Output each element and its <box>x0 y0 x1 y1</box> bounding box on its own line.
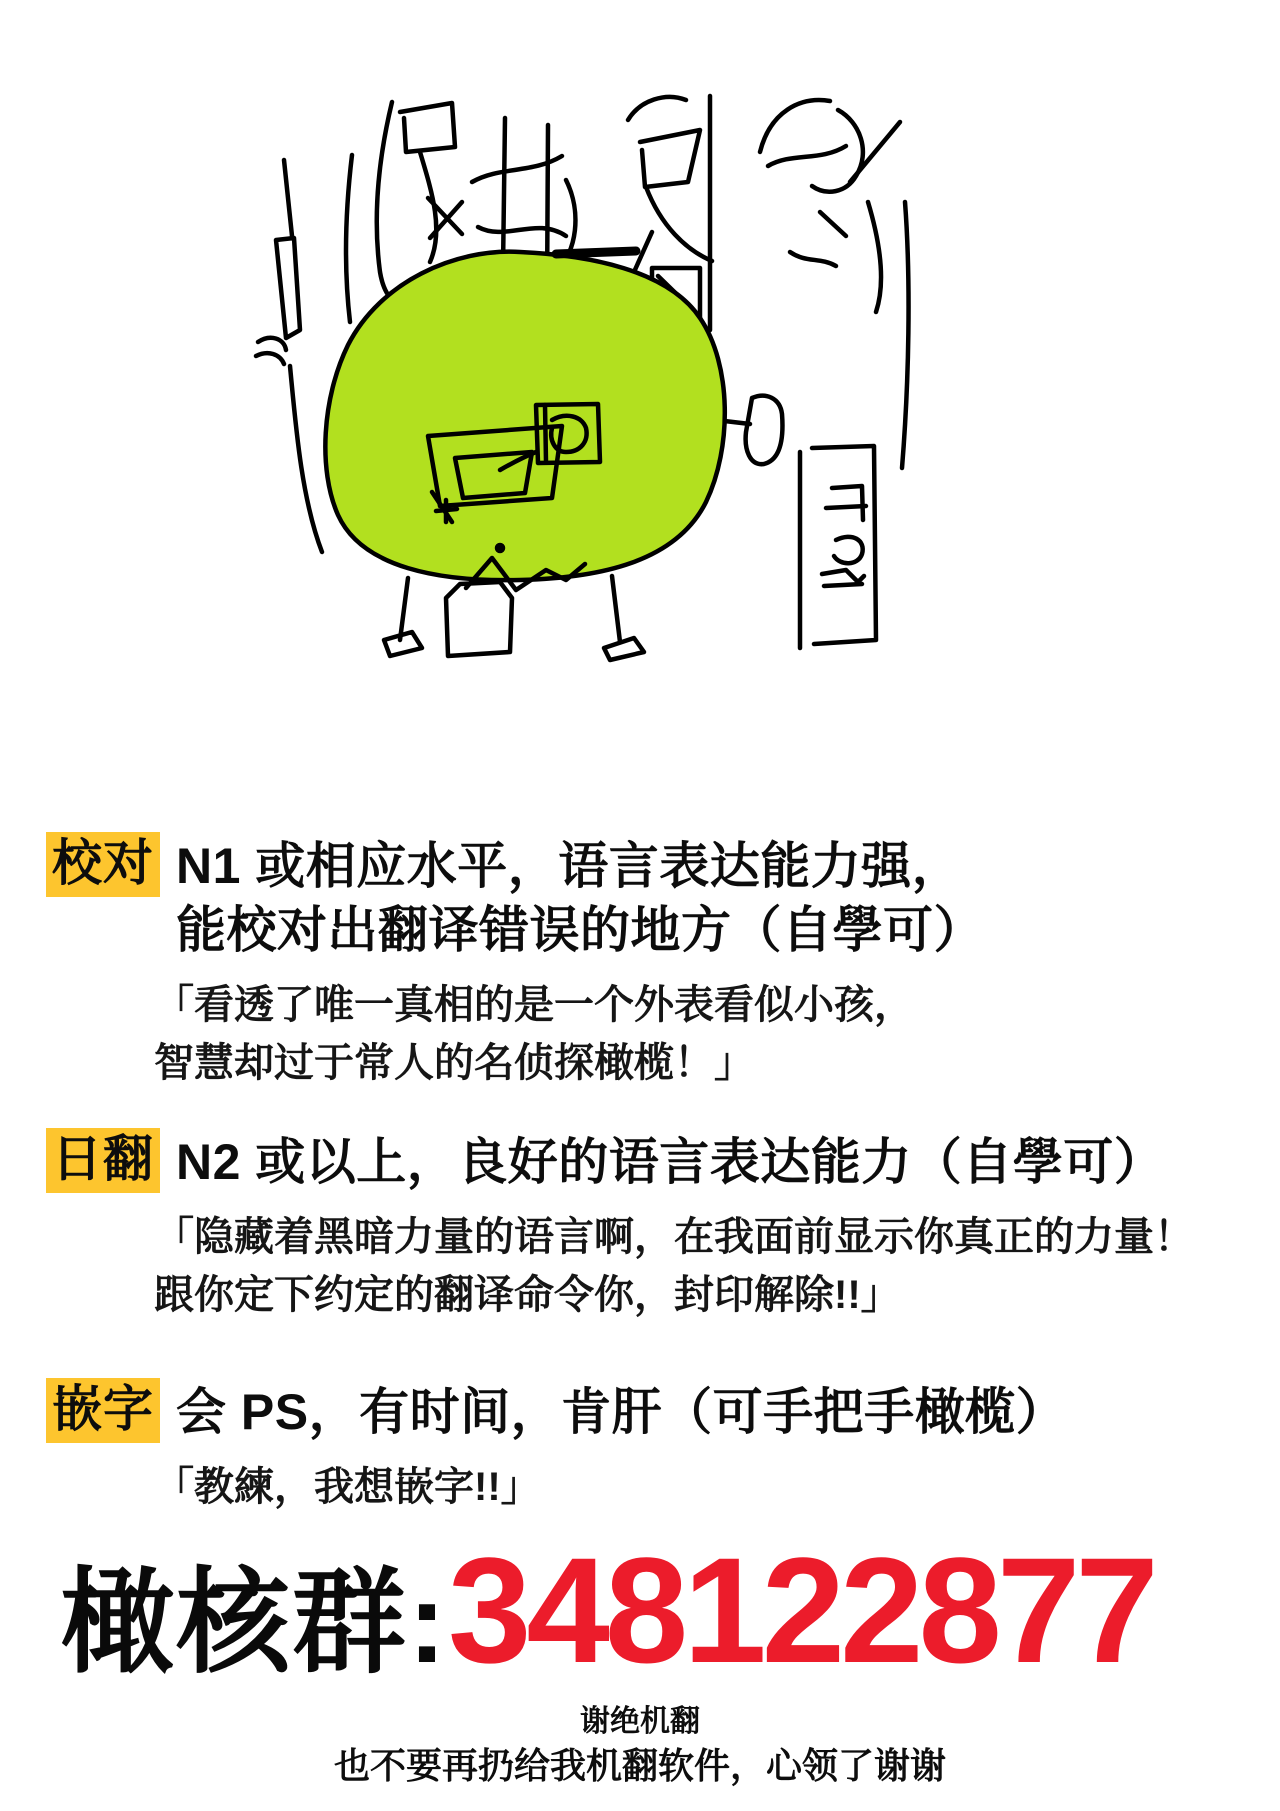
footer-line-2: 也不要再扔给我机翻软件，心领了谢谢 <box>333 1745 946 1786</box>
qq-group-label: 橄核群: <box>60 1560 448 1687</box>
requirements-typesetting <box>176 1378 1066 1444</box>
footer-line-1: 谢绝机翻 <box>580 1705 700 1738</box>
section-proofreading <box>46 832 1246 1092</box>
role-label-proofreading: 校对 <box>46 832 160 897</box>
role-label-translation: 日翻 <box>46 1128 160 1193</box>
quote-line: 智慧却过于常人的名侦探橄榄！」 <box>154 1041 754 1085</box>
requirements-proofreading <box>176 832 984 962</box>
qq-group-number: 348122877 <box>447 1526 1154 1694</box>
requirement-line: N2 或以上，良好的语言表达能力（自學可） <box>176 1134 1165 1190</box>
qq-group-line <box>60 1528 1154 1693</box>
quote-line: 跟你定下约定的翻译命令你，封印解除!!」 <box>154 1273 901 1317</box>
quote-translation <box>154 1208 1246 1324</box>
footer-note <box>0 1702 1280 1790</box>
quote-line: 「隐藏着黑暗力量的语言啊，在我面前显示你真正的力量！ <box>154 1215 1194 1259</box>
requirement-line: 会 PS，有时间，肯肝（可手把手橄榄） <box>176 1384 1067 1440</box>
olive-character-illustration <box>0 0 1280 700</box>
requirement-line: 能校对出翻译错误的地方（自學可） <box>176 902 984 958</box>
quote-line: 「看透了唯一真相的是一个外表看似小孩， <box>154 983 914 1027</box>
requirement-line: N1 或相应水平，语言表达能力强， <box>176 838 963 894</box>
requirements-translation <box>176 1128 1164 1194</box>
role-label-typesetting: 嵌字 <box>46 1378 160 1443</box>
quote-proofreading <box>154 976 1246 1092</box>
section-typesetting <box>46 1378 1246 1516</box>
olive-body <box>325 251 724 580</box>
left-arm-doodle <box>256 160 322 552</box>
section-translation <box>46 1128 1246 1324</box>
quote-line: 「教練，我想嵌字!!」 <box>154 1465 541 1509</box>
left-shoe-alt <box>446 582 512 656</box>
quote-typesetting <box>154 1458 1246 1516</box>
